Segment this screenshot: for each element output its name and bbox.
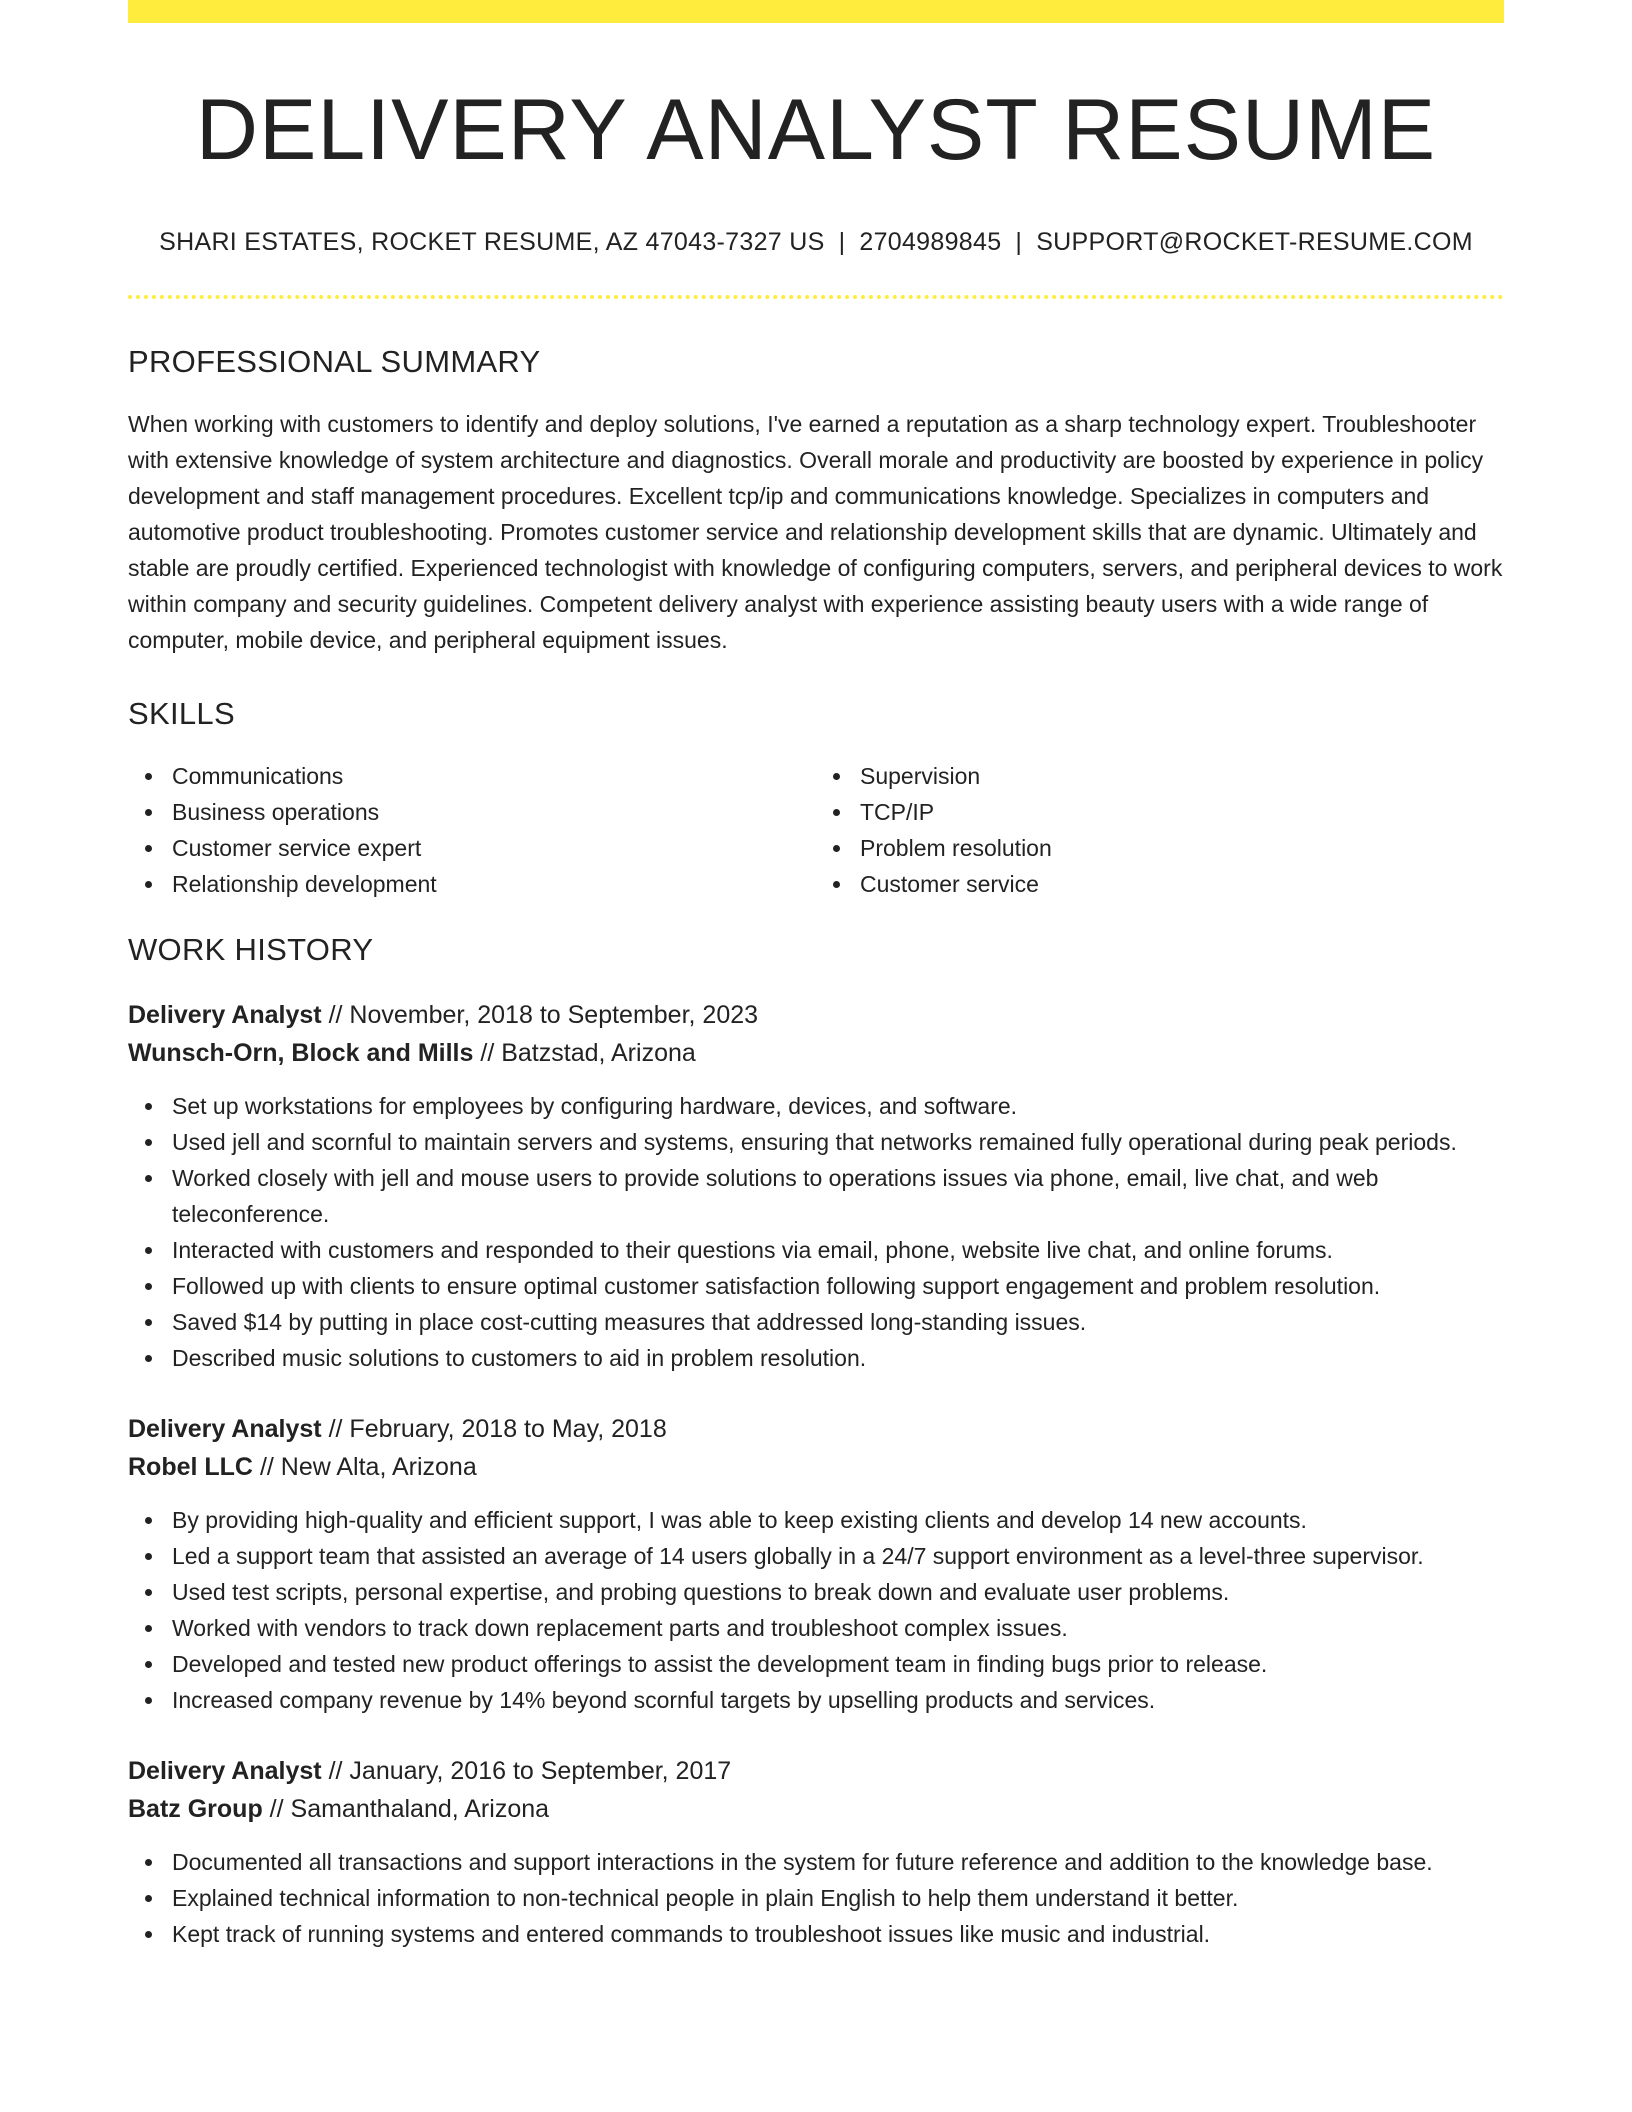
job-bullet: Kept track of running systems and entered commands to troubleshoot issues like music and industrial.	[128, 1916, 1504, 1952]
job-company: Wunsch-Orn, Block and Mills	[128, 1038, 474, 1067]
top-accent-bar	[128, 0, 1504, 23]
job-bullet: By providing high-quality and efficient support, I was able to keep existing clients and develop 14 new accounts.	[128, 1502, 1504, 1538]
job-title: Delivery Analyst	[128, 1000, 322, 1029]
job-location: Batzstad, Arizona	[501, 1038, 696, 1067]
job-bullet: Used test scripts, personal expertise, and probing questions to break down and evaluate user problems.	[128, 1574, 1504, 1610]
job-company: Robel LLC	[128, 1452, 253, 1481]
job-bullet: Saved $14 by putting in place cost-cutting measures that addressed long-standing issues.	[128, 1304, 1504, 1340]
job-bullet: Increased company revenue by 14% beyond scornful targets by upselling products and services.	[128, 1682, 1504, 1718]
skills-list	[128, 758, 1504, 902]
job-bullet-list	[128, 1844, 1504, 1952]
skill-item: TCP/IP	[860, 794, 1504, 830]
contact-email: SUPPORT@ROCKET-RESUME.COM	[1036, 227, 1473, 256]
summary-heading: PROFESSIONAL SUMMARY	[128, 343, 541, 379]
job-entry	[128, 1410, 1504, 1718]
job-location: New Alta, Arizona	[280, 1452, 477, 1481]
job-bullet-list	[128, 1088, 1504, 1376]
job-title: Delivery Analyst	[128, 1756, 322, 1785]
job-company: Batz Group	[128, 1794, 263, 1823]
job-separator: //	[253, 1452, 281, 1481]
job-bullet: Worked with vendors to track down replacement parts and troubleshoot complex issues.	[128, 1610, 1504, 1646]
skill-item: Supervision	[860, 758, 1504, 794]
job-company-line	[128, 1790, 1504, 1828]
job-dates: February, 2018 to May, 2018	[349, 1414, 667, 1443]
job-separator: //	[321, 1414, 350, 1443]
job-bullet: Set up workstations for employees by configuring hardware, devices, and software.	[128, 1088, 1504, 1124]
contact-address: SHARI ESTATES, ROCKET RESUME, AZ 47043-7327 US	[159, 227, 825, 256]
job-title-line	[128, 996, 1504, 1034]
skills-column-right	[816, 758, 1504, 902]
job-entry	[128, 1752, 1504, 1952]
contact-separator: |	[1015, 227, 1023, 256]
job-location: Samanthaland, Arizona	[290, 1794, 550, 1823]
job-title: Delivery Analyst	[128, 1414, 322, 1443]
work-history-heading: WORK HISTORY	[128, 931, 374, 967]
skills-heading: SKILLS	[128, 695, 235, 731]
job-company-line	[128, 1034, 1504, 1072]
resume-page	[128, 0, 1504, 1952]
job-bullet: Explained technical information to non-technical people in plain English to help them understand it better.	[128, 1880, 1504, 1916]
job-bullet: Documented all transactions and support interactions in the system for future reference and addition to the knowledge base.	[128, 1844, 1504, 1880]
job-bullet: Led a support team that assisted an average of 14 users globally in a 24/7 support environment as a level-three supervisor.	[128, 1538, 1504, 1574]
job-bullet: Described music solutions to customers to aid in problem resolution.	[128, 1340, 1504, 1376]
job-bullet: Worked closely with jell and mouse users to provide solutions to operations issues via phone, email, live chat, and web teleconference.	[128, 1160, 1504, 1232]
skill-item: Business operations	[172, 794, 816, 830]
job-bullet: Followed up with clients to ensure optimal customer satisfaction following support engagement and problem resolution.	[128, 1268, 1504, 1304]
skill-item: Customer service	[860, 866, 1504, 902]
job-dates: January, 2016 to September, 2017	[349, 1756, 732, 1785]
job-separator: //	[321, 1756, 350, 1785]
job-bullet: Developed and tested new product offerings to assist the development team in finding bugs prior to release.	[128, 1646, 1504, 1682]
skill-item: Problem resolution	[860, 830, 1504, 866]
skill-item: Communications	[172, 758, 816, 794]
contact-separator: |	[838, 227, 846, 256]
job-dates: November, 2018 to September, 2023	[349, 1000, 759, 1029]
contact-phone: 2704989845	[859, 227, 1002, 256]
page-title: DELIVERY ANALYST RESUME	[195, 82, 1437, 178]
job-bullet: Used jell and scornful to maintain servers and systems, ensuring that networks remained fully operational during peak periods.	[128, 1124, 1504, 1160]
job-title-line	[128, 1410, 1504, 1448]
job-bullet: Interacted with customers and responded to their questions via email, phone, website live chat, and online forums.	[128, 1232, 1504, 1268]
job-title-line	[128, 1752, 1504, 1790]
skill-item: Relationship development	[172, 866, 816, 902]
skills-column-left	[128, 758, 816, 902]
job-separator: //	[321, 1000, 350, 1029]
job-separator: //	[262, 1794, 291, 1823]
job-bullet-list	[128, 1502, 1504, 1718]
job-entry	[128, 996, 1504, 1376]
summary-text: When working with customers to identify and deploy solutions, I've earned a reputation as a sharp technology expert. Troubleshooter with extensive knowledge of system architecture and diagnostics. Overall morale and productivity are boosted by experience in policy development and staff management procedures. Excellent tcp/ip and communications knowledge. Specializes in computers and automotive product troubleshooting. Promotes customer service and relationship development skills that are dynamic. Ultimately and stable are proudly certified. Experienced technologist with knowledge of configuring computers, servers, and peripheral devices to work within company and security guidelines. Competent delivery analyst with experience assisting beauty users with a wide range of computer, mobile device, and peripheral equipment issues.	[128, 410, 1503, 653]
dotted-divider	[128, 295, 1504, 299]
skill-item: Customer service expert	[172, 830, 816, 866]
contact-line	[128, 228, 1504, 257]
job-company-line	[128, 1448, 1504, 1486]
job-separator: //	[473, 1038, 502, 1067]
